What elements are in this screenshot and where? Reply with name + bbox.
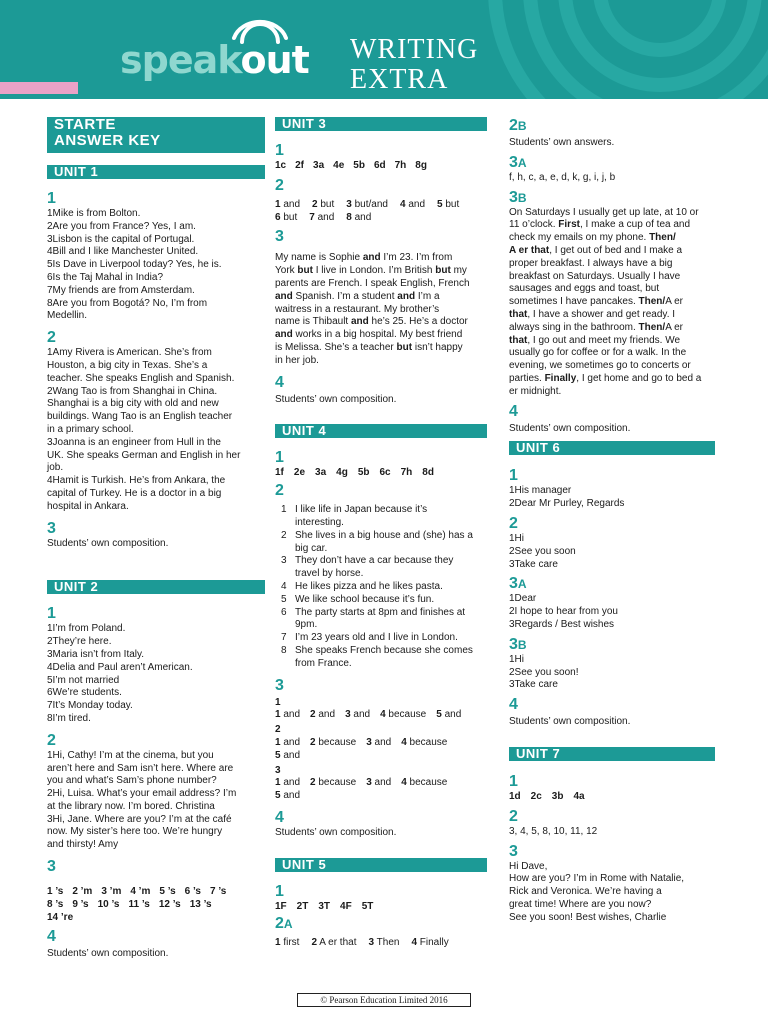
answer-item-row — [275, 777, 487, 790]
answer-item: 12 ’s — [158, 898, 181, 910]
answer-line: evening, we sometimes go to concerts or — [509, 360, 691, 372]
answer-line: always sing in the bathroom. Then/A er — [509, 321, 683, 333]
unit6-header: UNIT 6 — [509, 441, 715, 455]
unit4-header: UNIT 4 — [275, 424, 487, 438]
answer-line: See you soon! Best wishes, Charlie — [509, 911, 667, 923]
answer-item: 7h — [394, 160, 407, 171]
answer-item: 5 but — [437, 198, 460, 210]
answer-item: 8 ’s — [47, 898, 64, 910]
answer-line: and works in a big hospital. My best friend — [275, 329, 463, 341]
answer-line: 1Hi — [509, 653, 525, 665]
answer-line: you and what’s Sam’s phone number? — [47, 775, 217, 787]
answer-line: parents are French. I speak English, French — [275, 277, 470, 289]
answer-item: 6 ’s — [184, 886, 201, 898]
answer-line: 3Take care — [509, 679, 558, 691]
answer-item: 3T — [318, 900, 331, 912]
sub-number: 3 — [275, 764, 281, 776]
unit4-ex3-block — [275, 697, 487, 803]
answer-line: 1Hi, Cathy! I’m at the cinema, but you — [47, 749, 214, 761]
decorative-rings — [470, 0, 768, 99]
answer-line: check my emails on my phone. Then/ — [509, 232, 676, 244]
brand-out: out — [240, 38, 309, 82]
answer-line: 4Delia and Paul aren’t American. — [47, 661, 193, 673]
answer-line: parties. Finally, I get home and go to bed a — [509, 372, 702, 384]
answer-line: 3Maria isn’t from Italy. — [47, 648, 145, 660]
answer-item: 2T — [296, 900, 309, 912]
answer-item: 2 and — [310, 709, 336, 721]
answer-item: 7h — [400, 467, 413, 479]
answer-item-row — [47, 886, 265, 899]
unit6-ex3a-number — [509, 575, 715, 593]
unit4-ex4-number: 4 — [275, 808, 284, 826]
answer-item: 8 and — [346, 211, 372, 223]
answer-line: teacher. She speaks English and Spanish. — [47, 372, 235, 384]
unit4-ex1-number: 1 — [275, 449, 284, 467]
answer-item: 1 and — [275, 777, 301, 789]
answer-item-row — [275, 212, 487, 225]
answer-line: and Spanish. I’m a student and I’m a — [275, 290, 440, 302]
answer-item: 1 and — [275, 709, 301, 721]
answer-line: 7My friends are from Amsterdam. — [47, 284, 195, 296]
list-item-text: We like school because it’s fun. — [295, 593, 435, 605]
answer-line: 2Wang Tao is from Shanghai in China. — [47, 385, 218, 397]
col3-ex2b-letter: B — [517, 119, 527, 133]
answer-line: hospital in Ankara. — [47, 500, 129, 512]
unit3-header: UNIT 3 — [275, 117, 487, 131]
unit3-ex2-number: 2 — [275, 176, 284, 194]
answer-line: buildings. Wang Tao is an English teacher — [47, 411, 233, 423]
col3-ex2b-text: Students’ own answers. — [509, 137, 615, 148]
answer-line: York but I live in London. I’m British but my — [275, 265, 467, 277]
sub-number: 1 — [275, 696, 281, 708]
answer-line: aren’t here and Sam isn’t here. Where are — [47, 762, 234, 774]
list-item-text: I’m 23 years old and I live in London. — [295, 632, 458, 644]
unit3-ex3-number: 3 — [275, 228, 284, 246]
list-item-number: 5 — [281, 593, 287, 605]
list-item — [281, 555, 487, 581]
answer-item: 2e — [293, 467, 306, 479]
title-line2: ANSWER KEY — [54, 132, 161, 149]
unit3-ex4-number: 4 — [275, 373, 284, 391]
unit7-ex2-number: 2 — [509, 807, 518, 825]
unit4-ex3-number: 3 — [275, 676, 284, 694]
answer-line: 2They’re here. — [47, 636, 112, 648]
list-item-text: He likes pizza and he likes pasta. — [295, 580, 443, 592]
answer-line: 2See you soon! — [509, 666, 579, 678]
unit4-ex2-number: 2 — [275, 482, 284, 500]
answer-line: sausages and eggs and toast, but — [509, 283, 660, 295]
unit4-ex1-row — [275, 467, 487, 480]
list-item-number: 4 — [281, 580, 287, 592]
col3-ex3a-number — [509, 154, 715, 172]
answer-line: 2Are you from France? Yes, I am. — [47, 220, 196, 232]
answer-item: 1 first — [275, 937, 300, 949]
answer-item: 1F — [275, 900, 287, 912]
pink-accent-bar — [0, 82, 78, 94]
answer-item: 9 ’s — [72, 898, 89, 910]
list-item-number: 2 — [281, 529, 287, 541]
answer-line: er midnight. — [509, 385, 562, 397]
answer-line: now. My sister’s here too. We’re hungry — [47, 826, 223, 838]
unit1-ex1-number: 1 — [47, 190, 56, 207]
answer-item: 3b — [551, 790, 564, 802]
answer-item: 4g — [336, 467, 348, 479]
answer-item: 4 ’m — [130, 886, 151, 898]
answer-item: 3 and — [366, 777, 392, 789]
unit3-ex3-text — [275, 252, 487, 367]
answer-item: 4 Finally — [411, 937, 449, 949]
answer-item: 10 ’s — [97, 898, 120, 910]
title-box — [47, 117, 265, 153]
answer-line: 1Mike is from Bolton. — [47, 208, 141, 219]
unit1-ex2-list — [47, 347, 265, 513]
list-item — [281, 504, 487, 530]
unit7-ex1-number: 1 — [509, 772, 518, 790]
unit1-ex2-number: 2 — [47, 329, 56, 347]
answer-item: 3 Then — [368, 937, 400, 949]
answer-line: that, I go out and meet my friends. We — [509, 334, 681, 346]
brand-speak: speak — [120, 38, 241, 82]
unit2-ex3-grid — [47, 886, 265, 924]
answer-line: Shanghai is a big city with old and new — [47, 398, 219, 410]
unit5-ex2a-number — [275, 915, 487, 933]
unit6-ex3a-list — [509, 593, 715, 631]
answer-item: 4e — [333, 160, 345, 171]
answer-item: 6d — [373, 160, 386, 171]
answer-item: 2 because — [310, 777, 357, 789]
answer-item: 2c — [530, 790, 542, 802]
answer-line: that, I have a shower and get ready. I — [509, 308, 676, 320]
answer-item: 6 but — [275, 211, 298, 223]
answer-line: usually go for coffee or for a walk. In the — [509, 347, 687, 359]
answer-line: 4Bill and I like Manchester United. — [47, 246, 199, 258]
list-item-text: interesting. — [295, 516, 344, 528]
answer-item: 1 and — [275, 736, 301, 748]
answer-item: 5 and — [275, 790, 301, 802]
answer-line: at the library now. I’m bored. Christina — [47, 800, 215, 812]
list-item — [281, 645, 487, 671]
answer-line: proper breakfast. I always have a big — [509, 257, 673, 269]
answer-line: 3Regards / Best wishes — [509, 618, 615, 630]
answer-line: in her job. — [275, 354, 319, 366]
answer-line: Rick and Veronica. We’re having a — [509, 886, 662, 898]
list-item — [281, 632, 487, 645]
answer-item-row — [47, 899, 265, 912]
answer-line: 4Hamit is Turkish. He’s from Ankara, the — [47, 475, 226, 487]
answer-item: 13 ’s — [189, 898, 212, 910]
answer-item: 8g — [415, 160, 427, 171]
answer-line: 3Joanna is an engineer from Hull in the — [47, 436, 221, 448]
answer-item: 3a — [315, 467, 327, 479]
answer-line: and thirsty! Amy — [47, 839, 119, 851]
answer-line: My name is Sophie and I’m 23. I’m from — [275, 252, 453, 264]
answer-item: 3 and — [366, 736, 392, 748]
col3-ex3a-text: f, h, c, a, e, d, k, g, i, j, b — [509, 171, 616, 183]
list-item-number: 3 — [281, 555, 287, 567]
column-3 — [509, 117, 715, 924]
col3-ex3a-digit: 3 — [509, 153, 518, 171]
answer-line: UK. She speaks German and English in her — [47, 449, 241, 461]
answer-item: 4 and — [400, 198, 426, 210]
writing-line2: EXTRA — [350, 64, 449, 95]
unit6-ex1-list — [509, 485, 715, 511]
col3-ex3b-number — [509, 189, 715, 207]
copyright-footer: © Pearson Education Limited 2016 — [297, 993, 471, 1007]
answer-item-row — [275, 737, 487, 750]
unit5-header: UNIT 5 — [275, 858, 487, 872]
unit5-ex2a-digit: 2 — [275, 915, 284, 933]
unit6-ex4-number: 4 — [509, 696, 518, 714]
col3-ex3b-digit: 3 — [509, 188, 518, 206]
answer-line: 7It’s Monday today. — [47, 700, 133, 712]
unit2-ex2-number: 2 — [47, 731, 56, 749]
col3-ex3b-text — [509, 207, 715, 399]
answer-line: On Saturdays I usually get up late, at 10 or — [509, 206, 699, 218]
unit6-ex3b-list — [509, 654, 715, 692]
list-item-text: big car. — [295, 542, 328, 554]
answer-line: 2I hope to hear from you — [509, 606, 618, 618]
list-item-text: from France. — [295, 657, 352, 669]
unit2-ex3-number: 3 — [47, 858, 56, 876]
answer-line: Medellin. — [47, 310, 88, 322]
list-item-number: 7 — [281, 632, 287, 644]
unit7-ex1-row — [509, 791, 715, 804]
unit6-ex3a-letter: A — [517, 577, 527, 592]
unit1-header: UNIT 1 — [47, 165, 265, 179]
answer-item: 5 ’s — [159, 886, 176, 898]
answer-line: 3Lisbon is the capital of Portugal. — [47, 233, 195, 245]
answer-item: 1f — [275, 467, 284, 479]
answer-item: 1c — [275, 160, 287, 171]
answer-line: capital of Turkey. He is a doctor in a big — [47, 487, 222, 499]
answer-item: 2f — [295, 160, 305, 171]
answer-item-row — [509, 791, 715, 804]
answer-line: 2Dear Mr Purley, Regards — [509, 498, 625, 510]
unit7-ex3-list — [509, 861, 715, 925]
answer-item: 2 A er that — [311, 937, 357, 949]
header-banner — [0, 0, 768, 99]
unit6-ex2-number: 2 — [509, 514, 518, 532]
unit4-ex4-text: Students’ own composition. — [275, 826, 397, 838]
answer-item: 4 because — [401, 777, 448, 789]
title-line1: STARTE — [54, 116, 116, 133]
unit1-ex3-number: 3 — [47, 519, 56, 537]
unit6-ex4-text: Students’ own composition. — [509, 716, 631, 728]
answer-item: 5 and — [436, 709, 462, 721]
answer-item: 4 because — [380, 709, 427, 721]
answer-item-row — [275, 467, 487, 480]
answer-line: in a primary school. — [47, 423, 134, 435]
unit5-ex1-number: 1 — [275, 882, 284, 900]
unit2-ex4-text: Students’ own composition. — [47, 948, 169, 960]
unit1-ex1-list — [47, 208, 265, 323]
answer-item: 3 and — [345, 709, 371, 721]
unit7-ex3-number: 3 — [509, 842, 518, 860]
answer-item: 3a — [313, 160, 325, 171]
answer-line: How are you? I’m in Rome with Natalie, — [509, 873, 685, 885]
answer-line: 11 o’clock. First, I make a cup of tea and — [509, 219, 691, 231]
answer-line: name is Thibault and he’s 25. He’s a doctor — [275, 316, 468, 328]
answer-item-row — [275, 901, 487, 914]
answer-line: is Melissa. She’s a teacher but isn’t happy — [275, 341, 463, 353]
unit2-ex2-list — [47, 750, 265, 852]
answer-item: 3 ’m — [101, 886, 122, 898]
list-item-text: I like life in Japan because it’s — [295, 504, 428, 516]
answer-item: 4a — [573, 790, 585, 802]
answer-item: 14 ’re — [47, 911, 74, 923]
unit3-ex4-text: Students’ own composition. — [275, 393, 397, 405]
answer-item: 2 because — [310, 736, 357, 748]
answer-line: 8I’m tired. — [47, 712, 91, 724]
list-item — [281, 581, 487, 594]
list-item — [281, 530, 487, 556]
unit2-header: UNIT 2 — [47, 580, 265, 594]
sub-number: 2 — [275, 724, 281, 736]
answer-item-row — [47, 912, 265, 925]
answer-item: 2 but — [312, 198, 335, 210]
answer-line: 6We’re students. — [47, 687, 122, 699]
column-2 — [275, 117, 487, 950]
answer-line: 1Dear — [509, 593, 537, 605]
unit6-ex3b-digit: 3 — [509, 635, 518, 653]
answer-item: 5 and — [275, 749, 301, 761]
answer-item-row — [275, 937, 487, 950]
answer-line: sometimes I have pancakes. Then/A er — [509, 296, 683, 308]
unit1-ex3-text: Students’ own composition. — [47, 537, 169, 549]
list-item-text: She speaks French because she comes — [295, 644, 473, 656]
list-item-text: travel by horse. — [295, 568, 364, 580]
answer-item-row — [275, 160, 487, 173]
answer-item: 5T — [361, 900, 374, 912]
list-item-text: 9pm. — [295, 619, 318, 631]
answer-item: 5b — [357, 467, 370, 479]
answer-line: 1His manager — [509, 485, 572, 497]
answer-item: 5b — [353, 160, 365, 171]
answer-line: 3Hi, Jane. Where are you? I’m at the café — [47, 813, 232, 825]
answer-line: waitress in a restaurant. My brother’s — [275, 303, 440, 315]
answer-line: breakfast on Saturdays. Usually I have — [509, 270, 681, 282]
unit6-ex2-list — [509, 533, 715, 571]
brand-logo — [120, 38, 309, 82]
list-item-number: 8 — [281, 644, 287, 656]
unit6-ex3b-letter: B — [517, 637, 527, 652]
unit7-header: UNIT 7 — [509, 747, 715, 761]
answer-line: Hi Dave, — [509, 860, 548, 872]
answer-line: 3Take care — [509, 558, 558, 570]
answer-item: 4 because — [401, 736, 448, 748]
col3-ex3b-letter: B — [517, 190, 527, 205]
column-1 — [47, 117, 265, 961]
list-item-text: The party starts at 8pm and finishes at — [295, 606, 466, 618]
answer-item: 1 and — [275, 198, 301, 210]
answer-item: 6c — [379, 467, 391, 479]
col3-ex4-text: Students’ own composition. — [509, 422, 631, 434]
unit2-ex4-number: 4 — [47, 928, 56, 946]
col3-ex4-number: 4 — [509, 402, 518, 420]
col3-ex3a-letter: A — [517, 155, 527, 170]
answer-item-row — [275, 199, 487, 212]
unit6-ex1-number: 1 — [509, 467, 518, 485]
answer-item: 7 ’s — [209, 886, 227, 898]
answer-line: 1Hi — [509, 532, 525, 544]
list-item — [281, 607, 487, 633]
answer-line: 2See you soon — [509, 545, 576, 557]
unit7-ex2-text: 3, 4, 5, 8, 10, 11, 12 — [509, 825, 598, 837]
answer-item: 1d — [509, 790, 521, 802]
unit3-ex2-rows — [275, 199, 487, 225]
answer-line: 1Amy Rivera is American. She’s from — [47, 347, 212, 359]
unit2-ex1-list — [47, 623, 265, 725]
answer-line: 8Are you from Bogotá? No, I’m from — [47, 297, 208, 309]
unit6-ex3a-digit: 3 — [509, 575, 518, 593]
answer-item: 2 ’m — [72, 886, 93, 898]
answer-line: 5I’m not married — [47, 674, 120, 686]
unit5-ex2a-row — [275, 937, 487, 950]
answer-line: great time! Where are you now? — [509, 898, 652, 910]
answer-item: 11 ’s — [128, 898, 150, 910]
answer-line: 5Is Dave in Liverpool today? Yes, he is. — [47, 259, 222, 271]
unit2-ex1-number: 1 — [47, 605, 56, 623]
list-item-text: They don’t have a car because they — [295, 555, 454, 567]
col3-ex2b-number — [509, 117, 715, 135]
col3-ex2b-digit: 2 — [509, 117, 518, 134]
answer-line: job. — [47, 462, 64, 474]
writing-extra-title — [350, 36, 478, 94]
answer-item: 1 ’s — [47, 886, 64, 898]
answer-item: 7 and — [309, 211, 335, 223]
list-item — [281, 594, 487, 607]
answer-line: 6Is the Taj Mahal in India? — [47, 271, 164, 283]
unit5-ex1-row — [275, 901, 487, 914]
answer-item: 3 but/and — [346, 198, 388, 210]
answer-line: 2Hi, Luisa. What’s your email address? I’m — [47, 788, 237, 800]
answer-line: 1I’m from Poland. — [47, 623, 126, 635]
unit5-ex2a-letter: A — [283, 917, 293, 932]
list-item-number: 6 — [281, 606, 287, 618]
writing-line1: WRITING — [350, 34, 479, 65]
answer-item: 8d — [422, 467, 434, 479]
answer-item: 4F — [340, 900, 352, 912]
unit6-ex3b-number — [509, 636, 715, 654]
list-item-text: She lives in a big house and (she) has a — [295, 529, 473, 541]
unit3-ex1-number: 1 — [275, 142, 284, 159]
unit3-ex1-row — [275, 160, 487, 173]
unit4-ex2-list — [281, 504, 487, 670]
list-item-number: 1 — [281, 504, 287, 516]
answer-line: A er that, I get out of bed and I make a — [509, 244, 683, 256]
answer-item-row — [275, 709, 487, 722]
answer-line: Houston, a big city in Texas. She’s a — [47, 359, 208, 371]
